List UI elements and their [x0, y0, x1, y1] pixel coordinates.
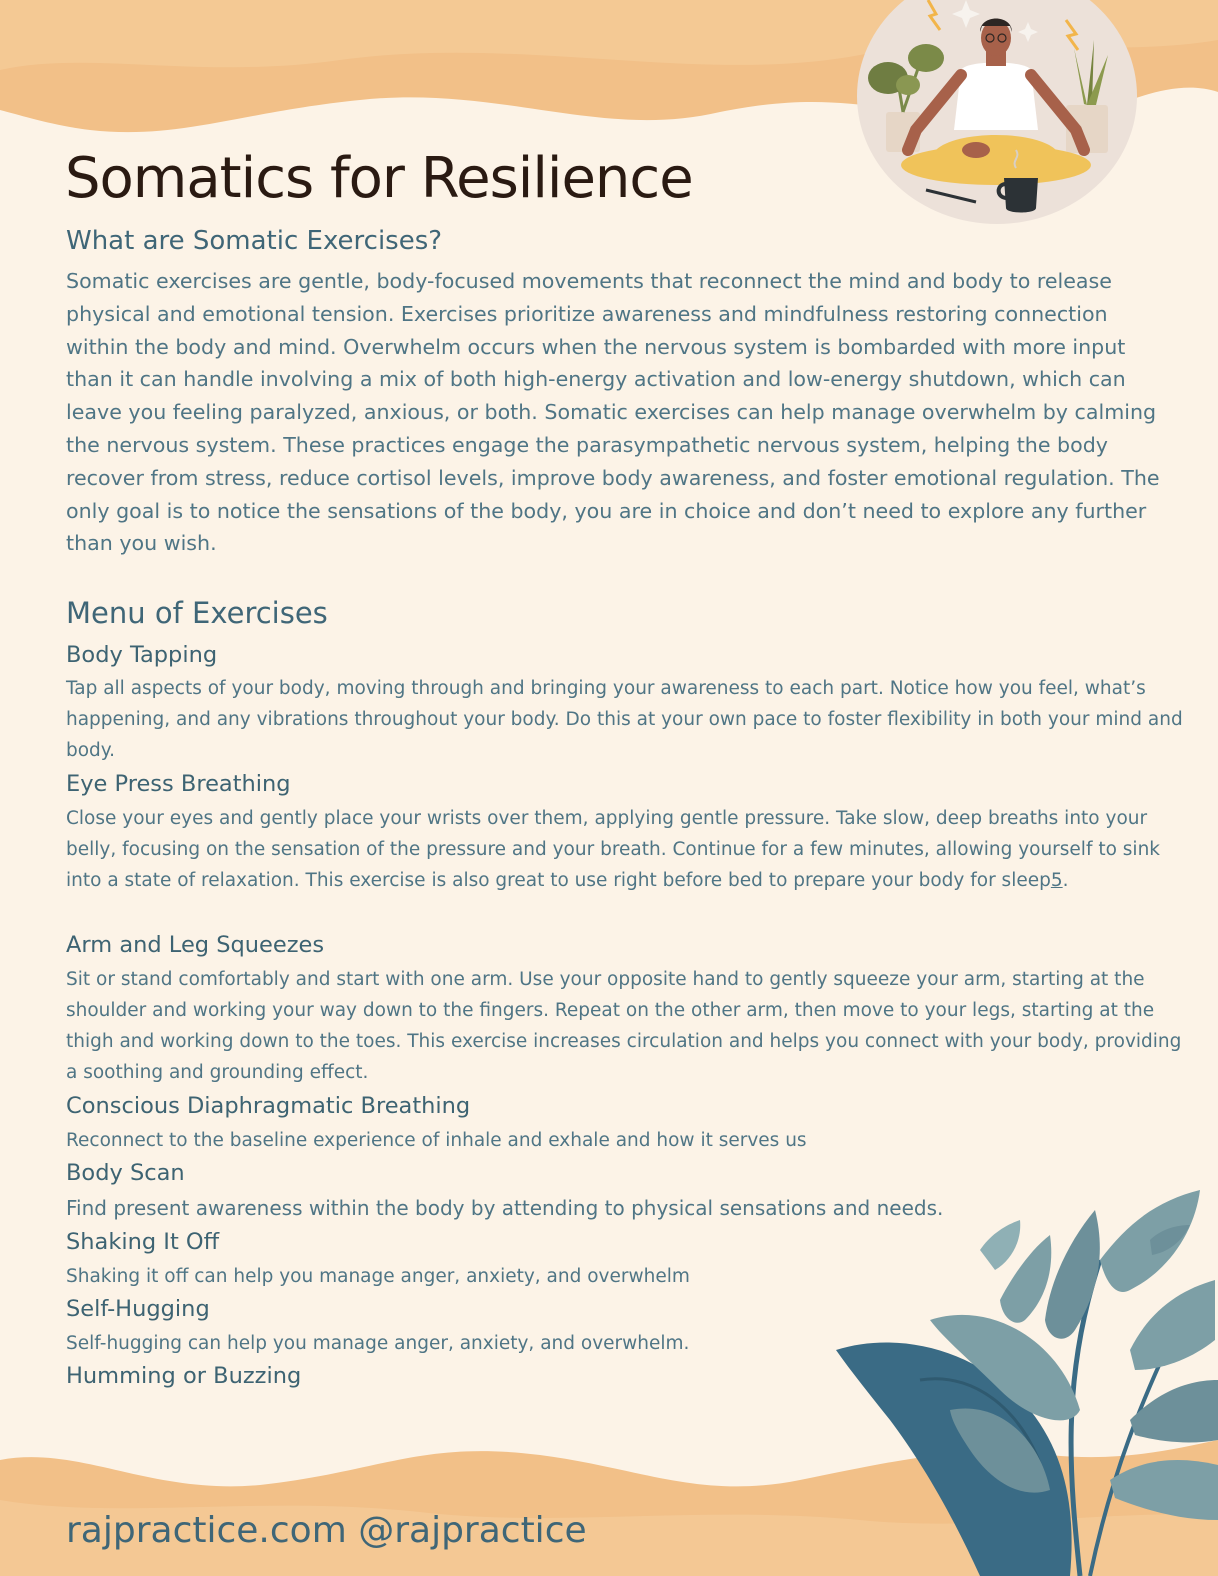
- sentence-end: .: [1062, 870, 1069, 891]
- reference-link[interactable]: 5: [1050, 870, 1063, 891]
- page-title: Somatics for Resilience: [65, 146, 693, 211]
- exercise-title-shaking-it-off: Shaking It Off: [66, 1229, 220, 1255]
- exercise-title-eye-press-breathing: Eye Press Breathing: [66, 771, 291, 797]
- exercise-desc-eye-press-breathing: [66, 803, 1186, 896]
- intro-body: Somatic exercises are gentle, body-focused movements that reconnect the mind and body to release physical and emotional tension. Exercises prioritize awareness and mindfulness restoring connection within the body and mind. Overwhelm occurs when the nervous system is bombarded with more input than it can handle involving a mix of both high-energy activation and low-energy shutdown, which can leave you feeling paralyzed, anxious, or both. Somatic exercises can help manage overwhelm by calming the nervous system. These practices engage the parasympathetic nervous system, helping the body recover from stress, reduce cortisol levels, improve body awareness, and foster emotional regulation. The only goal is to notice the sensations of the body, you are in choice and don’t need to explore any further than you wish.: [66, 269, 1160, 556]
- meditation-illustration: [856, 0, 1138, 226]
- exercise-desc-text: Close your eyes and gently place your wrists over them, applying gentle pressure. Take slow, deep breaths into your belly, focusing on the sensation of the pressure and your breath. Continue for a few minutes, allowing yourself to sink into a state of relaxation. This exercise is also great to use right before bed to prepare your body for sleep: [66, 808, 1161, 891]
- exercise-desc-conscious-diaphragmatic-breathing: Reconnect to the baseline experience of inhale and exhale and how it serves us: [66, 1130, 807, 1151]
- exercise-desc-arm-and-leg-squeezes: Sit or stand comfortably and start with one arm. Use your opposite hand to gently squeeze your arm, starting at the shoulder and working your way down to the fingers. Repeat on the other arm, then move to your legs, starting at the thigh and working down to the toes. This exercise increases circulation and helps you connect with your body, providing a soothing and grounding effect.: [66, 969, 1182, 1083]
- intro-heading: What are Somatic Exercises?: [66, 226, 443, 256]
- exercise-title-body-scan: Body Scan: [66, 1160, 185, 1186]
- exercise-title-body-tapping: Body Tapping: [66, 642, 218, 668]
- menu-heading: Menu of Exercises: [66, 596, 328, 630]
- exercise-desc-body-tapping: Tap all aspects of your body, moving through and bringing your awareness to each part. Notice how you feel, what’s happening, and any vibrations throughout your body. Do this at your own pace to foster flexibility in both your mind and body.: [66, 678, 1183, 761]
- exercise-desc-shaking-it-off: Shaking it off can help you manage anger, anxiety, and overwhelm: [66, 1266, 690, 1287]
- exercise-desc-self-hugging: Self-hugging can help you manage anger, anxiety, and overwhelm.: [66, 1333, 690, 1354]
- footer-website-handle[interactable]: rajpractice.com @rajpractice: [66, 1510, 587, 1551]
- exercise-title-self-hugging: Self-Hugging: [66, 1296, 210, 1322]
- exercise-title-conscious-diaphragmatic-breathing: Conscious Diaphragmatic Breathing: [66, 1093, 471, 1119]
- exercise-title-humming-or-buzzing: Humming or Buzzing: [66, 1363, 302, 1389]
- exercise-title-arm-and-leg-squeezes: Arm and Leg Squeezes: [66, 932, 325, 958]
- exercise-desc-body-scan: Find present awareness within the body by attending to physical sensations and needs.: [66, 1196, 944, 1220]
